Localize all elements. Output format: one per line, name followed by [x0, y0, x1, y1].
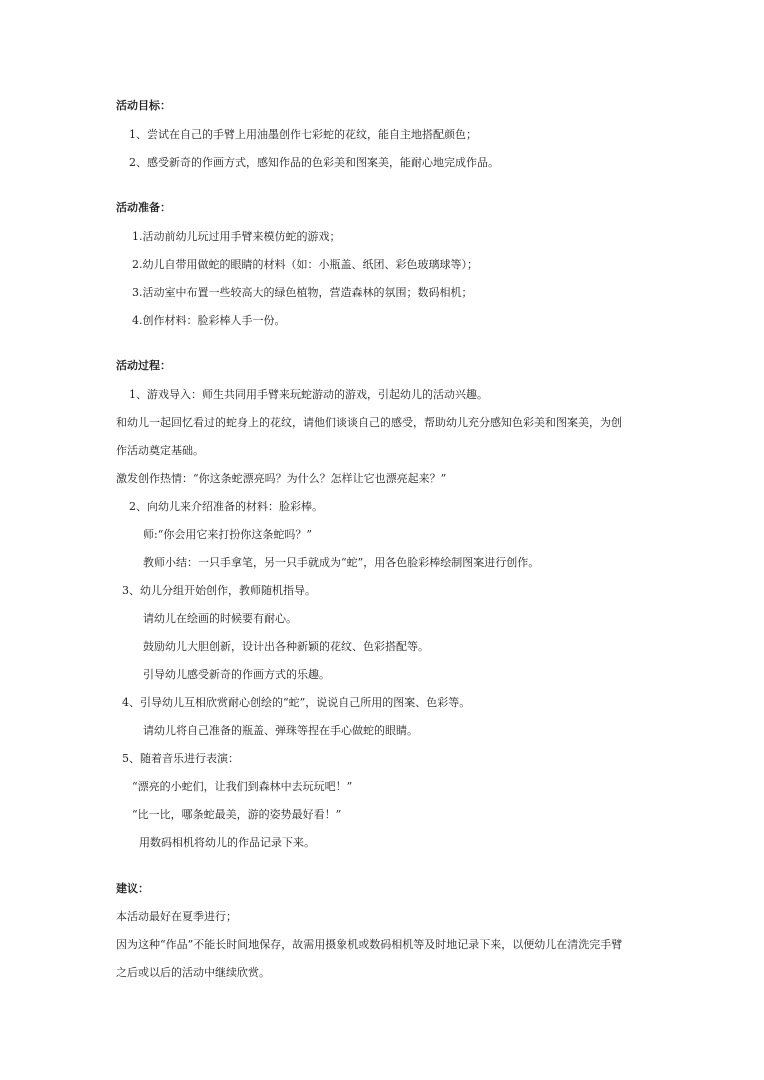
prep-item-4: 4.创作材料：脸彩棒人手一份。	[132, 314, 286, 327]
process-line: 请幼儿将自己准备的瓶盖、弹珠等捏在手心做蛇的眼睛。	[143, 724, 418, 737]
process-line: 请幼儿在绘画的时候要有耐心。	[143, 612, 297, 625]
process-line: 教师小结：一只手拿笔，另一只手就成为“蛇”，用各色脸彩棒绘制图案进行创作。	[143, 556, 540, 569]
process-line: 激发创作热情：“你这条蛇漂亮吗？为什么？怎样让它也漂亮起来？”	[116, 472, 447, 485]
process-line: “漂亮的小蛇们，让我们到森林中去玩玩吧！”	[132, 780, 353, 793]
process-line: 作活动奠定基础。	[116, 444, 204, 457]
process-line: 1、游戏导入：师生共同用手臂来玩蛇游动的游戏，引起幼儿的活动兴趣。	[129, 388, 488, 401]
process-line: 4、引导幼儿互相欣赏耐心创绘的“蛇”，说说自己所用的图案、色彩等。	[122, 696, 471, 709]
process-line: 3、幼儿分组开始创作，教师随机指导。	[122, 584, 316, 597]
suggestion-line: 本活动最好在夏季进行；	[116, 910, 237, 923]
suggestion-line: 之后或以后的活动中继续欣赏。	[116, 966, 270, 979]
process-line: 5、随着音乐进行表演：	[122, 752, 239, 765]
prep-item-3: 3.活动室中布置一些较高大的绿色植物，营造森林的氛围；数码相机；	[132, 286, 473, 299]
prep-heading: 活动准备：	[116, 201, 171, 214]
process-line: 师:“你会用它来打扮你这条蛇吗？”	[143, 528, 312, 541]
process-line: “比一比，哪条蛇最美，游的姿势最好看！”	[132, 808, 342, 821]
goal-item-2: 2、感受新奇的作画方式，感知作品的色彩美和图案美，能耐心地完成作品。	[129, 156, 499, 169]
goals-heading: 活动目标：	[116, 99, 171, 112]
suggestion-line: 因为这种“作品”不能长时间地保存，故需用摄象机或数码相机等及时地记录下来，以便幼儿在清洗完手臂	[116, 938, 623, 951]
process-heading: 活动过程：	[116, 359, 171, 372]
suggestion-heading: 建议：	[116, 882, 149, 895]
prep-item-2: 2.幼儿自带用做蛇的眼睛的材料（如：小瓶盖、纸团、彩色玻璃球等）；	[132, 258, 478, 271]
goal-item-1: 1、尝试在自己的手臂上用油墨创作七彩蛇的花纹，能自主地搭配颜色；	[129, 128, 477, 141]
process-line: 2、向幼儿来介绍准备的材料：脸彩棒。	[129, 500, 323, 513]
process-line: 鼓励幼儿大胆创新，设计出各种新颖的花纹、色彩搭配等。	[143, 640, 429, 653]
prep-item-1: 1.活动前幼儿玩过用手臂来模仿蛇的游戏；	[132, 230, 341, 243]
process-line: 用数码相机将幼儿的作品记录下来。	[139, 836, 315, 849]
process-line: 和幼儿一起回忆看过的蛇身上的花纹，请他们谈谈自己的感受，帮助幼儿充分感知色彩美和图案美，为创	[116, 416, 622, 429]
process-line: 引导幼儿感受新奇的作画方式的乐趣。	[143, 668, 330, 681]
